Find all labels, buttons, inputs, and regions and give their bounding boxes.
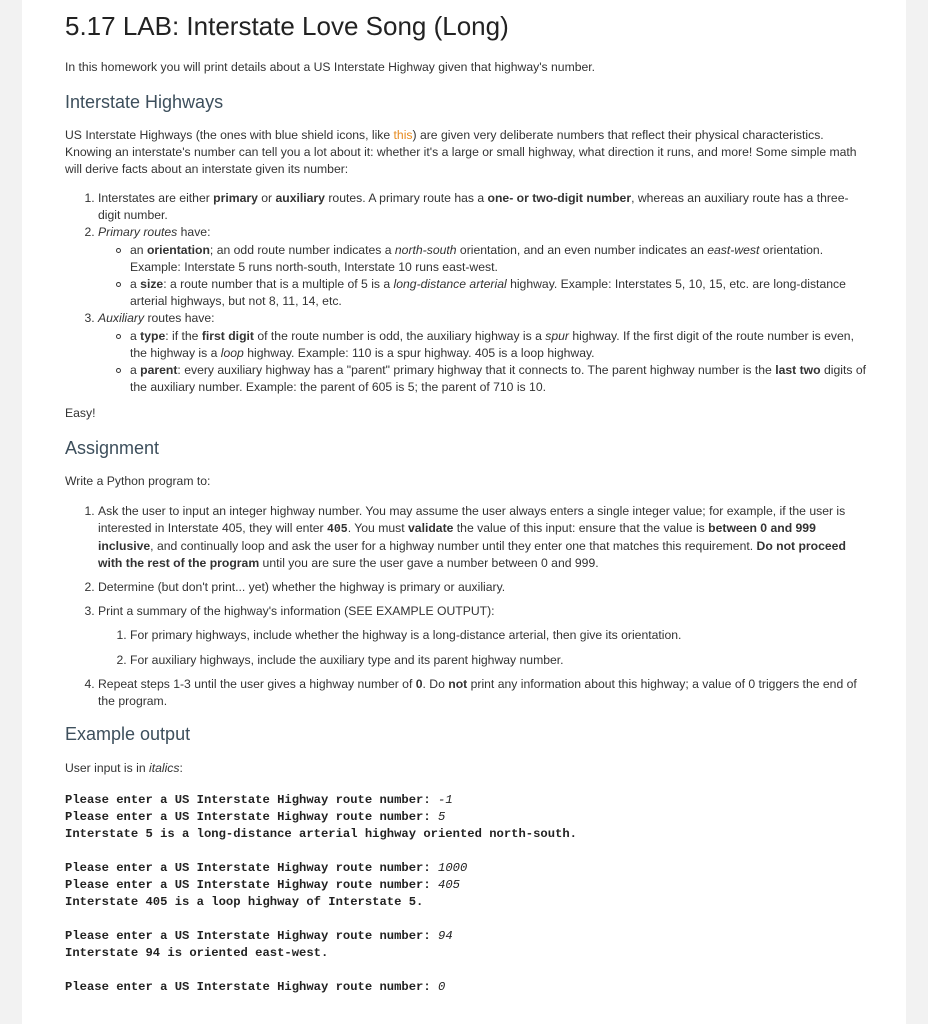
- step-4: 4. Repeat steps 1-3 until the user gives a highway number of 0. Do not print any information about this highway; a value of 0 triggers the end of the program.: [98, 676, 866, 710]
- page-title: 5.17 LAB: Interstate Love Song (Long): [65, 11, 509, 41]
- list-item: an orientation; an odd route number indicates a north-south orientation, and an even number indicates an east-west orientation. Example: Interstate 5 runs north-south, Interstate 10 runs east-west.: [130, 242, 866, 276]
- heading-interstate-highways: Interstate Highways: [65, 92, 224, 112]
- example-output-block-2: Please enter a US Interstate Highway route number: 1000 Please enter a US Interstate Highway route number: 405 Interstate 405 is a loop highway of Interstate 5.: [65, 861, 468, 909]
- easy-text: Easy!: [65, 406, 96, 420]
- heading-example-output: Example output: [65, 724, 191, 744]
- intro-text: In this homework you will print details about a US Interstate Highway given that highway's number.: [65, 60, 596, 74]
- list-item: 2. For auxiliary highways, include the auxiliary type and its parent highway number.: [130, 652, 866, 669]
- example-output-block-1: Please enter a US Interstate Highway route number: -1 Please enter a US Interstate Highway route number: 5 Interstate 5 is a long-distance arterial highway oriented north-south.: [65, 793, 577, 841]
- this-link[interactable]: this: [393, 128, 413, 142]
- assignment-steps-list: [65, 503, 866, 710]
- assignment-intro: Write a Python program to:: [65, 474, 211, 488]
- input-note: User input is in italics:: [65, 761, 183, 775]
- fact-item-1: 1. Interstates are either primary or auxiliary routes. A primary route has a one- or two-digit number, whereas an auxiliary route has a three-digit number.: [98, 190, 866, 224]
- primary-routes-list: [98, 242, 866, 310]
- step-3: 3. Print a summary of the highway's information (SEE EXAMPLE OUTPUT): 1. For primary highways, include whether the highway is a long-distance arterial, then give its orientation. 2. For auxiliary highways, include the auxiliary type and its parent highway number.: [98, 603, 866, 669]
- example-output-block-3: Please enter a US Interstate Highway route number: 94 Interstate 94 is oriented east-west.: [65, 929, 453, 960]
- summary-substeps: [98, 627, 866, 669]
- list-item: a parent: every auxiliary highway has a "parent" primary highway that it connects to. The parent highway number is the last two digits of the auxiliary number. Example: the parent of 605 is 5; the parent of 710 is 10.: [130, 363, 866, 394]
- auxiliary-routes-list: [98, 328, 866, 396]
- list-item: 1. For primary highways, include whether the highway is a long-distance arterial, then give its orientation.: [130, 627, 866, 644]
- interstate-paragraph: US Interstate Highways (the ones with blue shield icons, like this) are given very deliberate numbers that reflect their physical characteristics. Knowing an interstate's number can tell you a lot about it: whether it's a large or small highway, what direction it runs, and more! Some simple math will derive facts about an interstate given its number:: [65, 128, 857, 176]
- step-2: 2. Determine (but don't print... yet) whether the highway is primary or auxiliary.: [98, 579, 866, 596]
- list-item: a size: a route number that is a multiple of 5 is a long-distance arterial highway. Example: Interstates 5, 10, 15, etc. are long-distance arterial highways, but not 8, 11, 14, etc.: [130, 276, 866, 310]
- fact-item-2: 2. Primary routes have: an orientation; an odd route number indicates a north-south orientation, and an even number indicates an east-west orientation. Example: Interstate 5 runs north-south, Interstate 10 runs east-west. a size: a route number that is a multiple of 5 is a long-distance arterial highway. Example: Interstates 5, 10, 15, etc. are long-distance arterial highways, but not 8, 11, 14, etc.: [98, 224, 866, 310]
- step-1: 1. Ask the user to input an integer highway number. You may assume the user always enters a single integer value; for example, if the user is interested in Interstate 405, they will enter 405. You must validate the value of this input: ensure that the value is between 0 and 999 inclusive, and continually loop and ask the user for a highway number until they enter one that matches this requirement. Do not proceed with the rest of the program until you are sure the user gave a number between 0 and 999.: [98, 503, 866, 572]
- example-output-block-4: Please enter a US Interstate Highway route number: 0: [65, 980, 446, 994]
- interstate-facts-list: [65, 190, 866, 396]
- list-item: a type: if the first digit of the route number is odd, the auxiliary highway is a spur highway. If the first digit of the route number is even, the highway is a loop highway. Example: 110 is a spur highway. 405 is a loop highway.: [130, 328, 866, 362]
- fact-item-3: 3. Auxiliary routes have: a type: if the first digit of the route number is odd, the auxiliary highway is a spur highway. If the first digit of the route number is even, the highway is a loop highway. Example: 110 is a spur highway. 405 is a loop highway. a parent: every auxiliary highway has a "parent" primary highway that it connects to. The parent highway number is the last two digits of the auxiliary number. Example: the parent of 605 is 5; the parent of 710 is 10.: [98, 310, 866, 396]
- lab-page: [22, 0, 906, 1024]
- heading-assignment: Assignment: [65, 438, 160, 458]
